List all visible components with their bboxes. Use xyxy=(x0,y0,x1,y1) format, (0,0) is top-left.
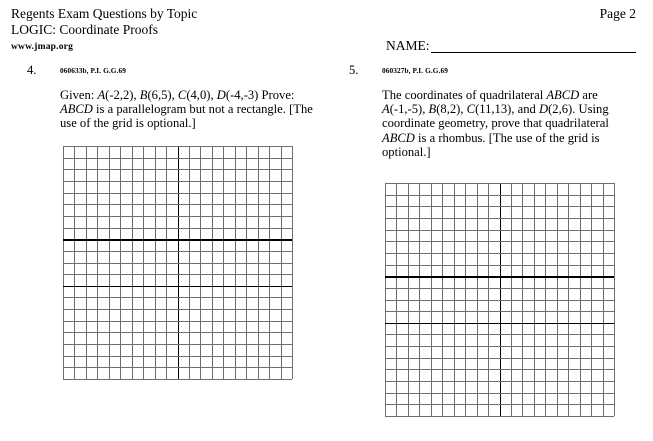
grid-hline xyxy=(63,274,292,275)
grid-hline xyxy=(385,230,614,231)
grid-vline xyxy=(614,183,615,416)
grid-hline xyxy=(385,358,614,359)
name-field xyxy=(386,38,636,53)
grid-hline xyxy=(385,323,614,324)
question-5-id-code: 060327b, P.I. G.G.69 xyxy=(382,66,448,75)
grid-hline xyxy=(63,181,292,182)
grid-hline xyxy=(385,206,614,207)
grid-hline xyxy=(63,321,292,322)
grid-hline xyxy=(385,369,614,370)
grid-hline xyxy=(63,286,292,287)
grid-hline xyxy=(63,216,292,217)
grid-hline xyxy=(63,356,292,357)
document-header-left xyxy=(11,6,371,54)
grid-hline xyxy=(385,311,614,312)
grid-hline xyxy=(385,393,614,394)
grid-hline xyxy=(63,239,292,240)
grid-hline xyxy=(385,300,614,301)
question-4-id-code: 060633b, P.I. G.G.69 xyxy=(60,66,126,75)
question-5-number: 5. xyxy=(349,63,359,77)
question-5-header xyxy=(349,64,641,76)
grid-hline xyxy=(385,218,614,219)
grid-hline xyxy=(63,146,292,147)
website-url: www.jmap.org xyxy=(11,42,74,52)
grid-hline xyxy=(385,288,614,289)
grid-hline xyxy=(385,346,614,347)
grid-hline xyxy=(63,251,292,252)
grid-hline xyxy=(63,263,292,264)
grid-hline xyxy=(385,416,614,417)
grid-vline xyxy=(292,146,293,379)
grid-hline xyxy=(385,195,614,196)
grid-hline xyxy=(63,332,292,333)
document-title: Regents Exam Questions by Topic xyxy=(11,6,198,21)
grid-hline xyxy=(385,381,614,382)
grid-hline xyxy=(385,183,614,184)
grid-hline xyxy=(385,265,614,266)
question-4-header xyxy=(27,64,317,76)
grid-hline xyxy=(385,241,614,242)
grid-hline xyxy=(63,379,292,380)
grid-hline xyxy=(63,169,292,170)
grid-lines xyxy=(63,146,292,379)
question-5-text: The coordinates of quadrilateral ABCD are A(-1,-5), B(8,2), C(11,13), and D(2,6). Using coordinate geometry, prove that quadrilateral ABCD is a rhombus. [The use of the grid is optional.] xyxy=(382,88,609,159)
coordinate-grid-question-4[interactable] xyxy=(63,146,292,379)
grid-hline xyxy=(63,309,292,310)
grid-hline xyxy=(63,367,292,368)
question-4-block xyxy=(27,64,317,131)
coordinate-grid-question-5[interactable] xyxy=(385,183,614,416)
question-5-block xyxy=(349,64,641,159)
grid-hline xyxy=(63,204,292,205)
document-subtitle: LOGIC: Coordinate Proofs xyxy=(11,21,158,37)
name-label: NAME: xyxy=(386,38,430,53)
grid-hline xyxy=(63,297,292,298)
grid-hline xyxy=(63,228,292,229)
page-number: Page 2 xyxy=(599,6,636,21)
name-write-line[interactable] xyxy=(431,39,637,53)
grid-hline xyxy=(63,193,292,194)
question-4-number: 4. xyxy=(27,63,37,77)
grid-hline xyxy=(385,253,614,254)
grid-hline xyxy=(385,276,614,277)
question-4-text: Given: A(-2,2), B(6,5), C(4,0), D(-4,-3) Prove: ABCD is a parallelogram but not a rectangle. [The use of the grid is optional.] xyxy=(60,88,313,131)
grid-hline xyxy=(385,404,614,405)
grid-lines xyxy=(385,183,614,416)
grid-hline xyxy=(63,158,292,159)
grid-hline xyxy=(63,344,292,345)
grid-hline xyxy=(385,334,614,335)
